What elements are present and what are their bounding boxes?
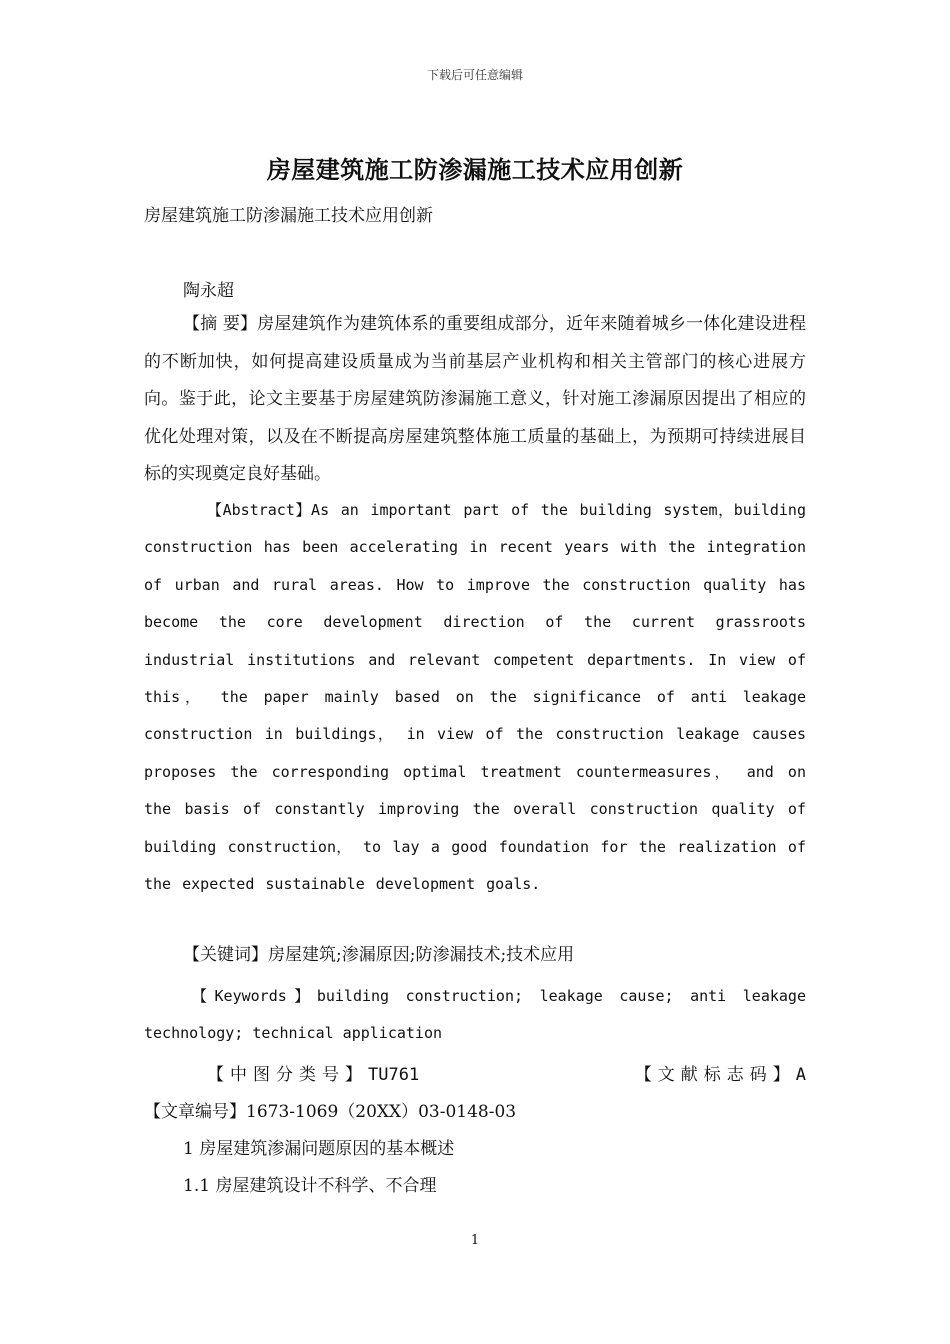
author-name: 陶永超: [183, 281, 234, 301]
document-code: [635, 1060, 806, 1085]
page-number: 1: [470, 1233, 480, 1248]
clc-value: TU761: [368, 1065, 420, 1085]
abstract-chinese: 【摘 要】房屋建筑作为建筑体系的重要组成部分，近年来随着城乡一体化建设进程的不断加快，如何提高建设质量成为当前基层产业机构和相关主管部门的核心进展方向。鉴于此，论文主要基于房屋建筑防渗漏施工意义，针对施工渗漏原因提出了相应的优化处理对策，以及在不断提高房屋建筑整体施工质量的基础上，为预期可持续进展目标的实现奠定良好基础。: [144, 314, 806, 484]
document-title: 房屋建筑施工防渗漏施工技术应用创新: [266, 156, 684, 184]
document-subtitle: 房屋建筑施工防渗漏施工技术应用创新: [144, 206, 433, 226]
clc-number: [207, 1060, 419, 1085]
article-number: 【文章编号】1673-1069（20XX）03-0148-03: [144, 1102, 517, 1122]
clc-label: 【中图分类号】: [207, 1065, 368, 1085]
section-heading-1: 1 房屋建筑渗漏问题原因的基本概述: [183, 1139, 455, 1159]
classification-row: [144, 1060, 806, 1084]
abstract-english: 【Abstract】As an important part of the building system，building construction has been accelerating in recent years with the integration of urban and rural areas. How to improve the construction quality has become the core development direction of the current grassroots industrial institutions and relevant competent departments. In view of this， the paper mainly based on the significance of anti leakage construction in buildings， in view of the construction leakage causes proposes the corresponding optimal treatment countermeasures， and on the basis of constantly improving the overall construction quality of building construction， to lay a good foundation for the realization of the expected sustainable development goals.: [144, 501, 806, 894]
doc-code-label: 【文献标志码】: [634, 1065, 796, 1085]
page-header-note: 下载后可任意编辑: [426, 68, 523, 82]
section-heading-1-1: 1.1 房屋建筑设计不科学、不合理: [183, 1176, 437, 1196]
keywords-chinese: 【关键词】房屋建筑;渗漏原因;防渗漏技术;技术应用: [183, 945, 575, 965]
keywords-english: 【Keywords】building construction; leakage cause; anti leakage technology; technical application: [144, 987, 806, 1043]
doc-code-value: A: [795, 1065, 806, 1085]
